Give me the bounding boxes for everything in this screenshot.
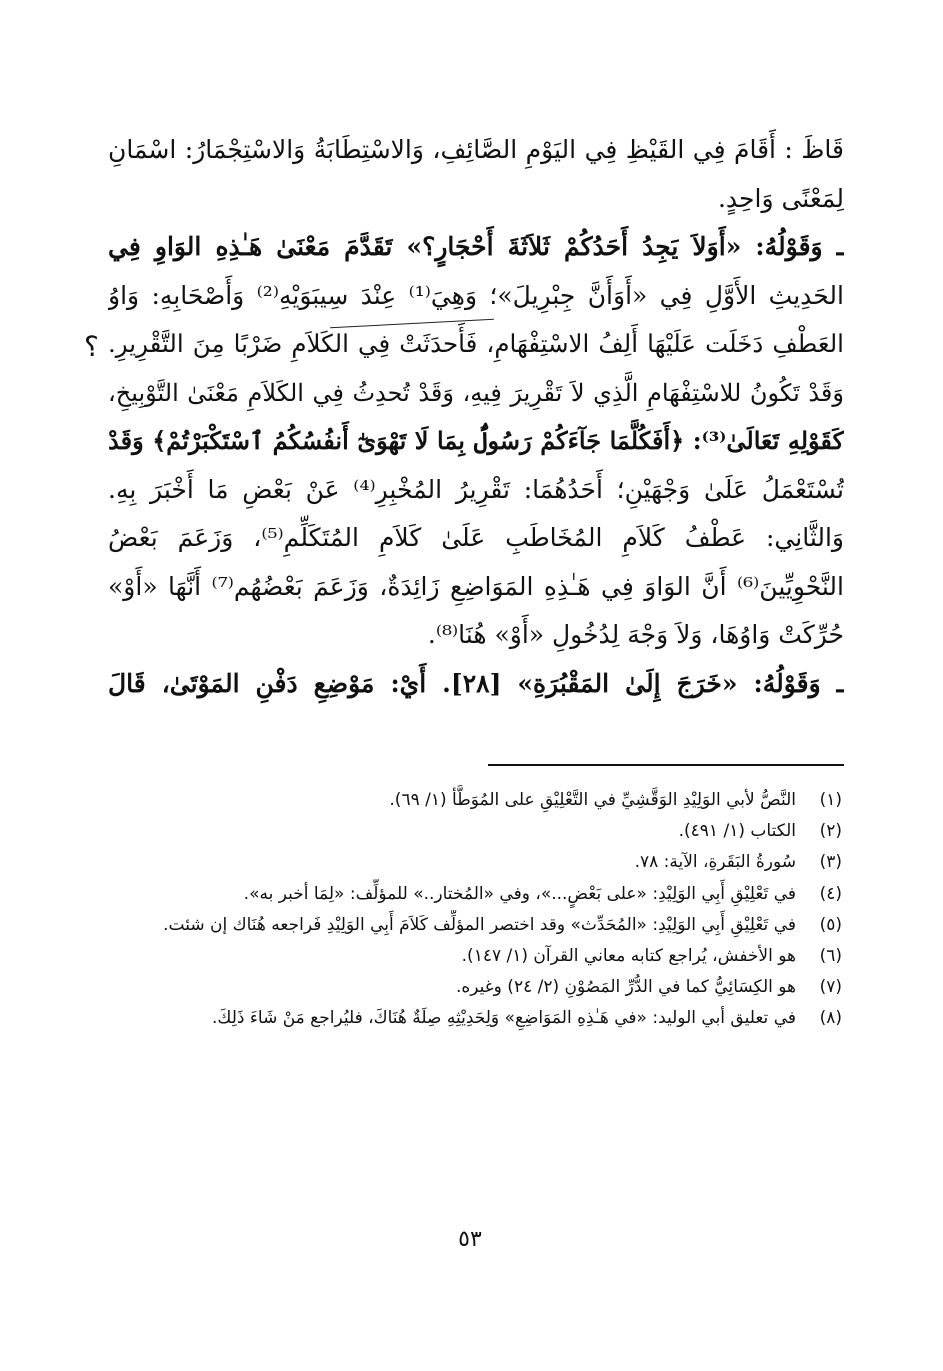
- footnote-number: (٦): [819, 945, 842, 966]
- main-text-line: تُسْتَعْمَلُ عَلَىٰ وَجْهَيْنِ؛ أَحَدُهُمَا: تَقْرِيرُ المُخْبِرِ⁽⁴⁾ عَنْ بَعْضِ مَا أَخْبَرَ بِهِ.: [108, 474, 844, 504]
- footnote-number: (٤): [819, 883, 842, 904]
- main-text-line: العَطْفِ دَخَلَت عَلَيْهَا أَلِفُ الاسْتِفْهَامِ، فَأَحدَثَتْ فِي الكَلاَمِ ضَرْبًا مِنَ التَّقْرِيرِ.: [108, 329, 844, 358]
- footnote-separator: [488, 764, 844, 766]
- main-text-line: وَقَدْ تَكُونُ للاسْتِفْهَامِ الَّذِي لاَ تَقْرِيرَ فِيهِ، وَقَدْ تُحدِثُ فِي الكَلاَمِ مَعْنَىٰ التَّوْبِيخِ،: [108, 378, 844, 407]
- footnote: [150, 816, 842, 847]
- footnote-text: النَّصُّ لأبي الوَلِيْدِ الوَقَّشِيِّ في التَّعْلِيْقِ على المُوَطَّأ (١/ ٦٩).: [389, 790, 796, 810]
- main-text: [108, 126, 844, 708]
- footnote: [150, 847, 842, 878]
- footnote-number: (٣): [819, 852, 842, 873]
- footnote-number: (٥): [819, 914, 842, 935]
- main-text-line: قَاظَ : أَقَامَ فِي القَيْظِ فِي اليَوْمِ الصَّائِفِ، وَالاسْتِطَابَةُ وَالاسْتِجْمَارُ: اسْمَانِ: [108, 135, 844, 164]
- main-text-line: حُرِّكَتْ وَاوُهَا، وَلاَ وَجْهَ لِدُخُولِ «أَوْ» هُنَا⁽⁸⁾.: [427, 620, 844, 649]
- footnotes: [150, 785, 842, 1035]
- main-text-line: لِمَعْنًى وَاحِدٍ.: [717, 183, 844, 213]
- footnote-number: (٨): [819, 1008, 842, 1029]
- footnote-text: الكتاب (١/ ٤٩١).: [678, 821, 796, 842]
- footnote-text: في تعليق أبي الوليد: «في هَـٰذِهِ المَوَاضِعِ» وَلِحَدِيْثِهِ صِلَةٌ هُنَاكَ، فليُراجع مَنْ شَاءَ ذَلِكَ.: [212, 1008, 796, 1029]
- footnote-text: سُورةُ البَقَرةِ، الآية: ٧٨.: [634, 852, 796, 873]
- footnote: [150, 910, 842, 941]
- main-text-line-heading: ـ وَقَوْلُهُ: «أَوَلاَ يَجِدُ أَحَدُكُمْ ثَلاَثَةَ أَحْجَارٍ؟» تَقَدَّمَ مَعْنَىٰ هَـٰذِهِ الوَاوِ فِي: [108, 232, 844, 261]
- footnote: [150, 1003, 842, 1034]
- footnote: [150, 785, 842, 816]
- footnote: [150, 879, 842, 910]
- footnote-text: هو الكِسَائِيُّ كما في الدُّرِّ المَصُوْنِ (٢/ ٢٤) وغيره.: [455, 977, 796, 998]
- footnote: [150, 941, 842, 972]
- main-text-line-heading: ـ وَقَوْلُهُ: «خَرَجَ إِلَىٰ المَقْبُرَةِ» [٢٨]. أَيْ: مَوْضِعِ دَفْنِ المَوْتَىٰ، قَالَ: [108, 668, 844, 698]
- footnote-text: في تَعْلِيْقِ أَبِي الوَلِيْدِ: «المُحَدِّث» وقد اختصر المؤلِّف كَلاَمَ أَبِي الوَلِيْدِ فَراجعه هُنَاك إن شئت.: [163, 914, 796, 935]
- footnote-number: (٧): [819, 977, 842, 998]
- main-text-line-quran: كَقَوْلِهِ تَعَالَىٰ⁽³⁾: ﴿أَفَكُلَّمَا جَآءَكُمْ رَسُولٌۢ بِمَا لَا تَهْوَىٰٓ أَنفُسُكُمُ ٱسْتَكْبَرْتُمْ﴾ وَقَدْ: [108, 426, 844, 455]
- main-text-line: وَالثَّانِي: عَطْفُ كَلاَمِ المُخَاطَبِ عَلَىٰ كَلاَمِ المُتَكَلِّمِ⁽⁵⁾، وَزَعَمَ بَعْضُ: [108, 523, 844, 552]
- page-number: ٥٣: [458, 1227, 482, 1252]
- footnote-number: (١): [819, 790, 842, 810]
- margin-question-mark: ؟: [84, 330, 99, 363]
- main-text-line: النَّحْوِيِّينَ⁽⁶⁾ أَنَّ الوَاوَ فِي هَـٰذِهِ المَوَاضِعِ زَائِدَةٌ، وَزَعَمَ بَعْضُهُم⁽⁷⁾ أَنَّهَا «أَوْ»: [108, 571, 844, 601]
- footnote-number: (٢): [819, 821, 842, 842]
- main-text-line: الحَدِيثِ الأَوَّلِ فِي «أَوَأَنَّ جِبْرِيلَ»؛ وَهِيَ⁽¹⁾ عِنْدَ سِيبَوَيْهِ⁽²⁾ وَأَصْحَابِهِ: وَاوُ: [108, 280, 844, 310]
- footnote: [150, 972, 842, 1003]
- footnote-text: هو الأخفش، يُراجع كتابه معاني القرآن (١/ ١٤٧).: [461, 945, 796, 966]
- footnote-text: في تَعْلِيْقِ أَبِي الوَلِيْدِ: «على بَعْضٍ...»، وفي «المُختار..» للمؤلِّف: «لِمَا أخبر به».: [243, 883, 796, 904]
